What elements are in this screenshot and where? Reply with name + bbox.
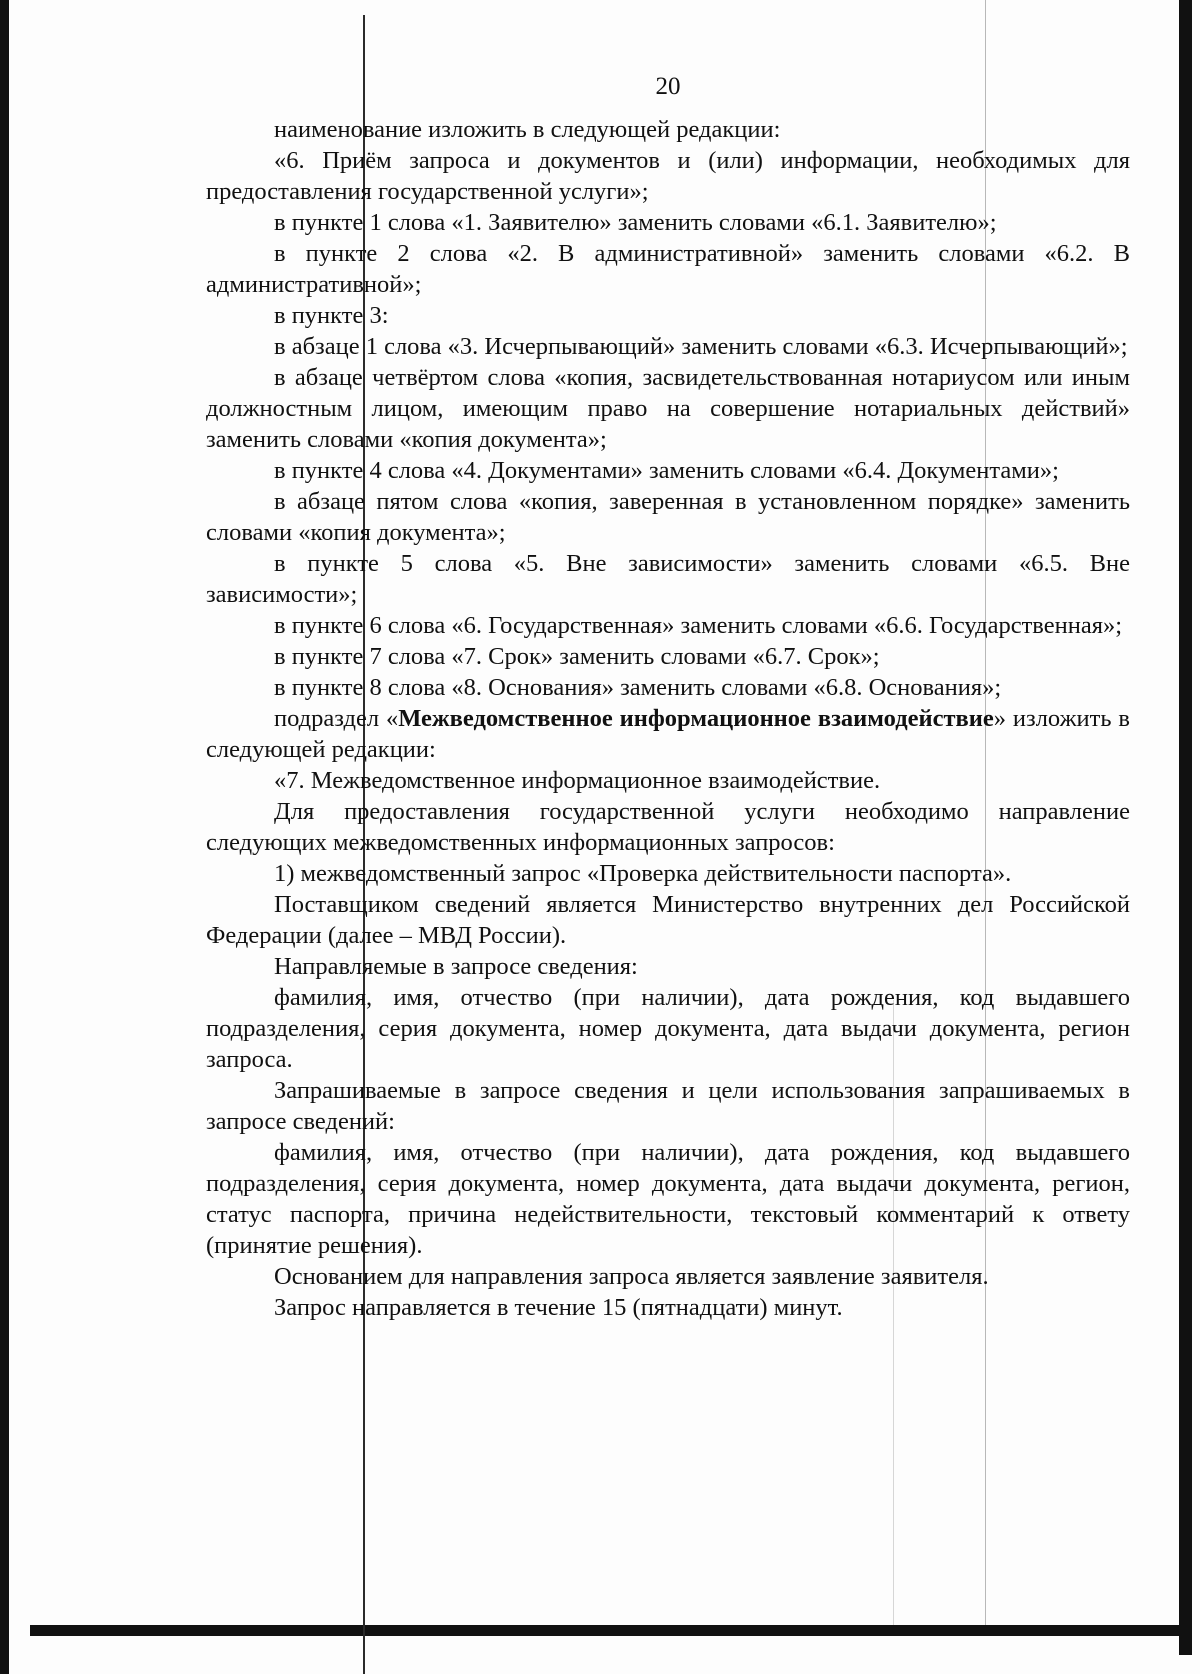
paragraph: фамилия, имя, отчество (при наличии), дата рождения, код выдавшего подразделения, серия документа, номер документа, дата выдачи документа, регион запроса. — [206, 984, 1130, 1073]
paragraph: фамилия, имя, отчество (при наличии), дата рождения, код выдавшего подразделения, серия документа, номер документа, дата выдачи документа, регион, статус паспорта, причина недействительности, текстовый комментарий к ответу (принятие решения). — [206, 1139, 1130, 1259]
paragraph: «6. Приём запроса и документов и (или) информации, необходимых для предоставления государственной услуги»; — [206, 147, 1130, 205]
paragraph: в пункте 7 слова «7. Срок» заменить словами «6.7. Срок»; — [274, 643, 880, 670]
paragraph: Запрашиваемые в запросе сведения и цели использования запрашиваемых в запросе сведений: — [206, 1077, 1130, 1135]
paragraph: в абзаце четвёртом слова «копия, засвидетельствованная нотариусом или иным должностным лицом, имеющим право на совершение нотариальных действий» заменить словами «копия документа»; — [206, 364, 1130, 453]
paragraph: в пункте 1 слова «1. Заявителю» заменить словами «6.1. Заявителю»; — [274, 209, 997, 236]
paragraph: в абзаце пятом слова «копия, заверенная в установленном порядке» заменить словами «копия документа»; — [206, 488, 1130, 546]
paragraph: в пункте 8 слова «8. Основания» заменить словами «6.8. Основания»; — [274, 674, 1002, 701]
scan-edge-right — [1179, 0, 1192, 1655]
paragraph: в пункте 3: — [274, 302, 389, 329]
document-body — [206, 70, 1130, 1323]
paragraph: Основанием для направления запроса является заявление заявителя. — [274, 1263, 989, 1290]
scan-edge-left — [0, 0, 9, 1674]
paragraph: в пункте 5 слова «5. Вне зависимости» заменить словами «6.5. Вне зависимости»; — [206, 550, 1130, 608]
paragraph: Направляемые в запросе сведения: — [274, 953, 638, 980]
paragraph: в пункте 4 слова «4. Документами» заменить словами «6.4. Документами»; — [274, 457, 1059, 484]
paragraph: в абзаце 1 слова «3. Исчерпывающий» заменить словами «6.3. Исчерпывающий»; — [274, 333, 1128, 360]
paragraph: в пункте 6 слова «6. Государственная» заменить словами «6.6. Государственная»; — [274, 612, 1123, 639]
subsection-prefix: подраздел « — [274, 705, 399, 732]
subsection-suffix: » изложить в следующей редакции: — [206, 705, 1130, 763]
paragraph: «7. Межведомственное информационное взаимодействие. — [274, 767, 881, 794]
paragraph: Запрос направляется в течение 15 (пятнадцати) минут. — [274, 1294, 843, 1321]
paragraph: 1) межведомственный запрос «Проверка действительности паспорта». — [274, 860, 1012, 887]
page-number: 20 — [655, 73, 681, 100]
subsection-paragraph — [206, 703, 1130, 765]
scan-edge-bottom — [30, 1625, 1180, 1636]
paragraph: в пункте 2 слова «2. В административной» заменить словами «6.2. В административной»; — [206, 240, 1130, 298]
paragraph: наименование изложить в следующей редакции: — [274, 116, 781, 143]
subsection-title: Межведомственное информационное взаимодействие — [398, 705, 994, 732]
paragraph: Поставщиком сведений является Министерство внутренних дел Российской Федерации (далее – МВД России). — [206, 891, 1130, 949]
paragraph: Для предоставления государственной услуги необходимо направление следующих межведомственных информационных запросов: — [206, 798, 1130, 856]
